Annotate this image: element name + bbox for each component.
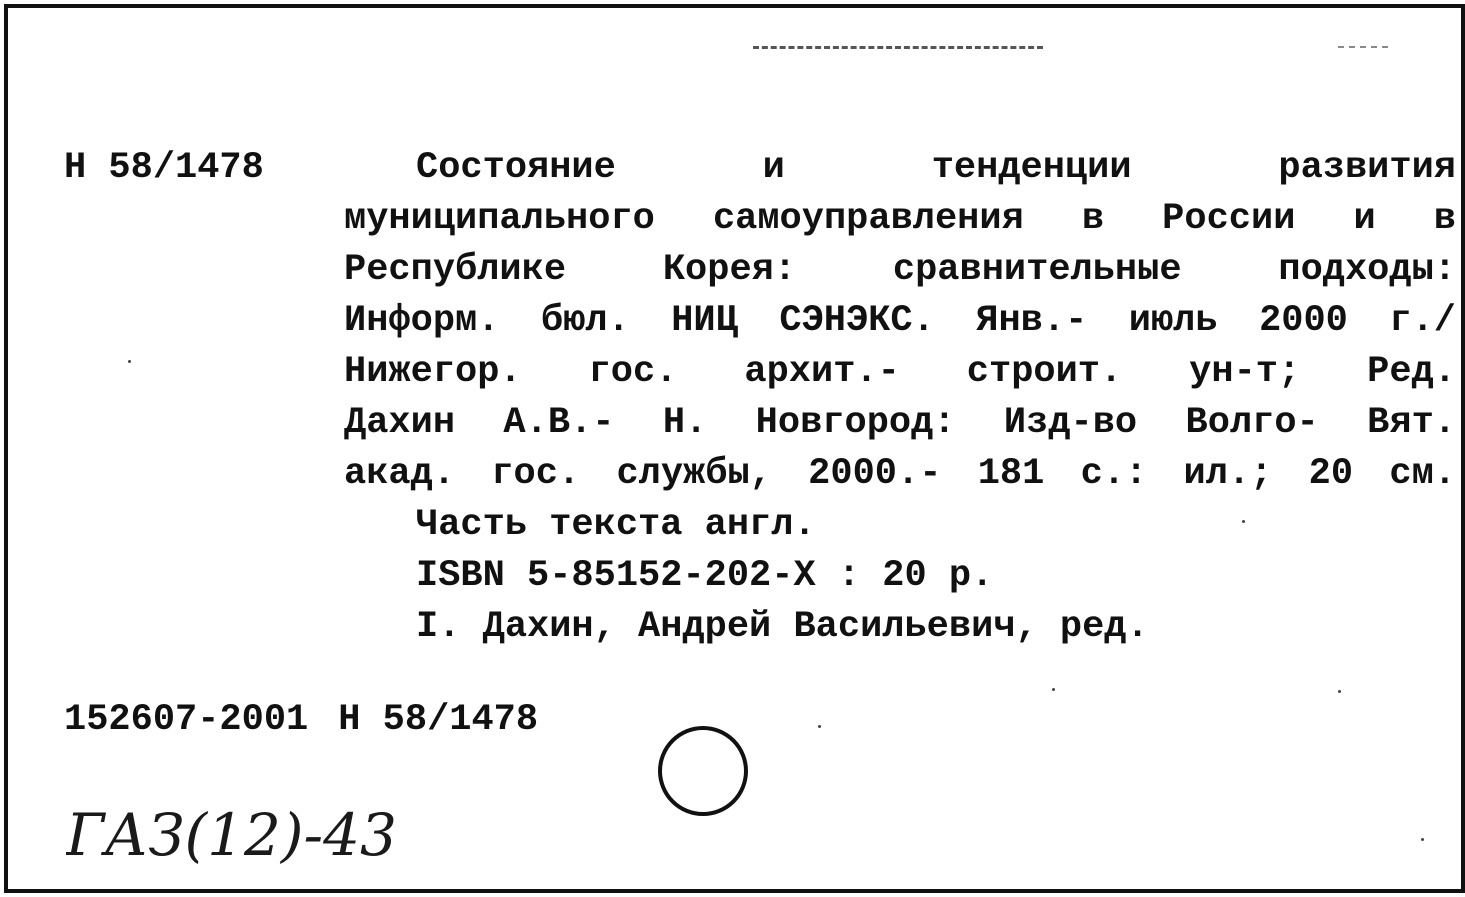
paper-speck	[1338, 690, 1341, 693]
description-line-3: Республике Корея: сравнительные подходы:	[344, 249, 1456, 291]
description-line-7: акад. гос. службы, 2000.- 181 с.: ил.; 20 см.	[344, 453, 1456, 495]
card-footer	[64, 695, 538, 746]
punched-circle-mark	[658, 726, 748, 816]
description-line-6: Дахин А.В.- Н. Новгород: Изд-во Волго- Вят.	[344, 402, 1456, 444]
paper-speck	[128, 360, 131, 363]
handwritten-classification	[66, 793, 426, 888]
isbn-line: ISBN 5-85152-202-X : 20 р.	[416, 555, 994, 597]
added-entry: I. Дахин, Андрей Васильевич, ред.	[416, 606, 1149, 648]
top-dashed-rule	[753, 46, 1043, 49]
description-line-1: Состояние и тенденции развития	[416, 147, 1456, 189]
paper-speck	[1242, 520, 1245, 523]
bibliographic-description	[344, 143, 1456, 653]
top-dashed-rule-right	[1338, 46, 1388, 48]
shelf-mark: Н 58/1478	[64, 147, 264, 189]
footer-shelf-mark: Н 58/1478	[338, 699, 539, 741]
description-line-5: Нижегор. гос. архит.- строит. ун-т; Ред.	[344, 351, 1456, 393]
description-line-4: Информ. бюл. НИЦ СЭНЭКС. Янв.- июль 2000 г./	[344, 300, 1456, 342]
language-note: Часть текста англ.	[416, 504, 816, 546]
handwritten-code-svg	[66, 793, 426, 888]
catalog-card	[4, 4, 1465, 893]
description-line-2: муниципального самоуправления в России и в	[344, 198, 1456, 240]
inventory-number: 152607-2001	[64, 699, 309, 741]
handwritten-code-text: ГАЗ(12)-43	[66, 801, 397, 869]
paper-speck	[818, 725, 821, 728]
paper-speck	[1052, 688, 1055, 691]
paper-speck	[1421, 838, 1424, 841]
